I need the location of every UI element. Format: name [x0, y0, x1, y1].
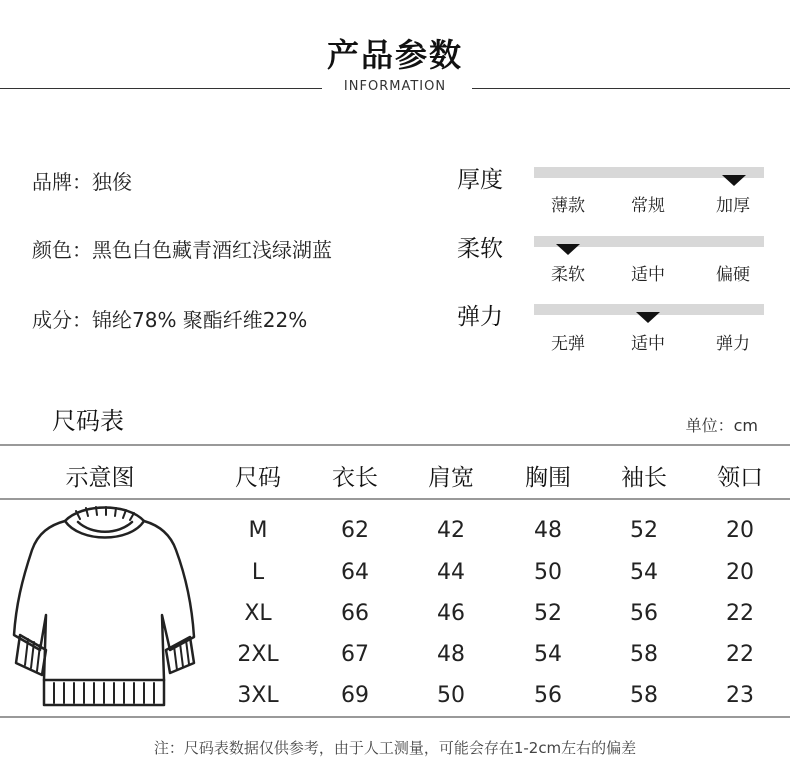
scale-option: 无弹 — [551, 334, 585, 354]
value-cell: 66 — [341, 601, 369, 626]
scale-option: 弹力 — [716, 334, 750, 354]
value-cell: 56 — [534, 683, 562, 708]
header-cell: 肩宽 — [428, 465, 474, 491]
scale-option: 加厚 — [716, 196, 750, 216]
scale-option: 柔软 — [551, 265, 585, 285]
page-subtitle: INFORMATION — [343, 79, 447, 94]
unit-label: 单位：cm — [685, 416, 758, 435]
size-chart-title: 尺码表 — [52, 407, 124, 435]
header-cell: 示意图 — [65, 465, 135, 491]
page-title: 产品参数 — [326, 36, 463, 74]
value-cell: 23 — [726, 683, 754, 708]
table-header-border — [0, 498, 790, 500]
value-cell: 54 — [534, 642, 562, 667]
scale-option: 适中 — [631, 334, 665, 354]
value-cell: 22 — [726, 601, 754, 626]
value-cell: 58 — [630, 683, 658, 708]
table-top-border — [0, 444, 790, 446]
value-cell: 58 — [630, 642, 658, 667]
attribute-name: 柔软 — [457, 236, 503, 262]
header-cell: 胸围 — [525, 465, 571, 491]
value-cell: 22 — [726, 642, 754, 667]
value-cell: 54 — [630, 560, 658, 585]
value-cell: 44 — [437, 560, 465, 585]
material-info: 成分：锦纶78% 聚酯纤维22% — [32, 308, 308, 332]
value-cell: 50 — [534, 560, 562, 585]
value-cell: 67 — [341, 642, 369, 667]
value-cell: 69 — [341, 683, 369, 708]
value-cell: 20 — [726, 560, 754, 585]
value-cell: 52 — [534, 601, 562, 626]
value-cell: 42 — [437, 518, 465, 543]
scale-option: 薄款 — [551, 196, 585, 216]
measurement-note: 注：尺码表数据仅供参考，由于人工测量，可能会存在1-2cm左右的偏差 — [153, 739, 637, 757]
header-cell: 尺码 — [235, 465, 281, 491]
header-cell: 袖长 — [621, 465, 667, 491]
value-cell: 50 — [437, 683, 465, 708]
scale-option: 偏硬 — [716, 265, 750, 285]
value-cell: 20 — [726, 518, 754, 543]
scale-marker — [722, 175, 746, 186]
size-cell: 3XL — [237, 683, 279, 708]
scale-option: 常规 — [631, 196, 665, 216]
attribute-name: 厚度 — [457, 167, 503, 193]
size-cell: XL — [244, 601, 272, 626]
color-info: 颜色：黑色白色藏青酒红浅绿湖蓝 — [32, 238, 332, 262]
value-cell: 52 — [630, 518, 658, 543]
scale-option: 适中 — [631, 265, 665, 285]
attribute-name: 弹力 — [457, 304, 503, 330]
sweater-icon — [10, 505, 210, 710]
value-cell: 56 — [630, 601, 658, 626]
value-cell: 46 — [437, 601, 465, 626]
size-cell: M — [248, 518, 268, 543]
value-cell: 48 — [534, 518, 562, 543]
header-cell: 领口 — [717, 465, 763, 491]
scale-marker — [636, 312, 660, 323]
size-cell: L — [251, 560, 265, 585]
value-cell: 48 — [437, 642, 465, 667]
scale-marker — [556, 244, 580, 255]
size-cell: 2XL — [237, 642, 279, 667]
value-cell: 64 — [341, 560, 369, 585]
value-cell: 62 — [341, 518, 369, 543]
brand-info: 品牌：独俊 — [32, 170, 132, 194]
table-bottom-border — [0, 716, 790, 718]
header-cell: 衣长 — [332, 465, 378, 491]
